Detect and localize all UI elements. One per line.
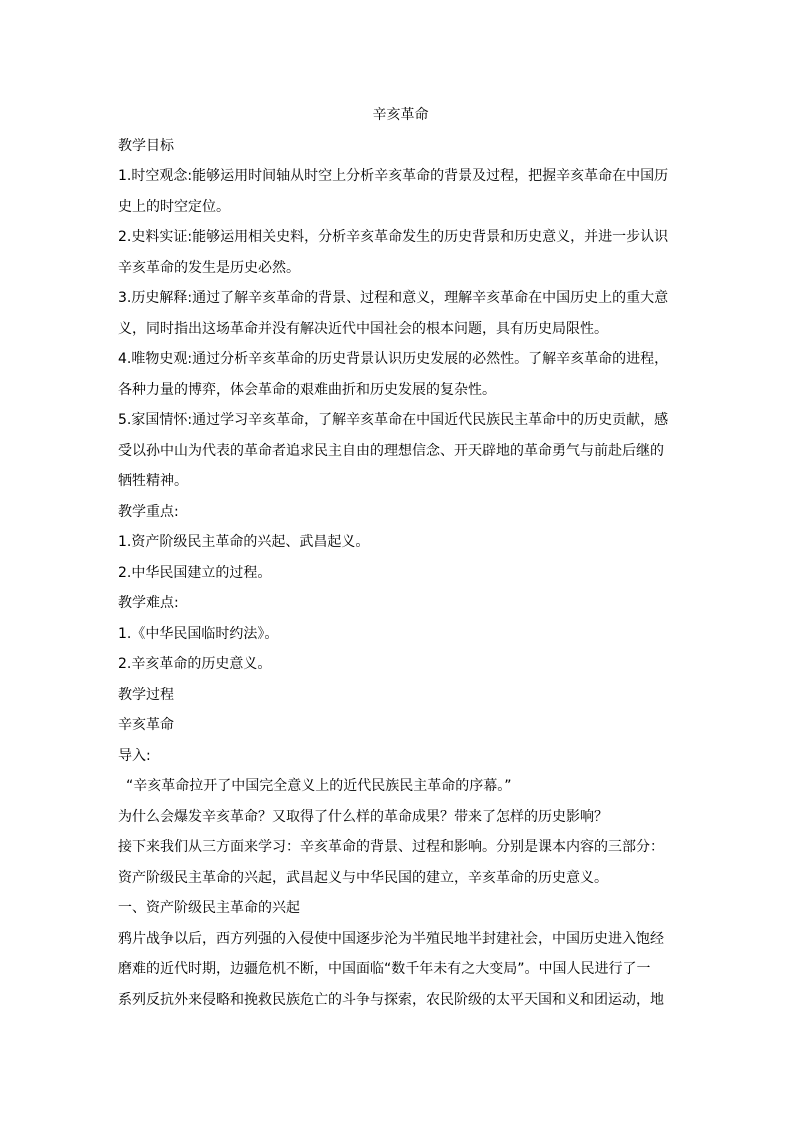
paragraph-line: 1.时空观念:能够运用时间轴从时空上分析辛亥革命的背景及过程，把握辛亥革命在中国历 — [118, 168, 669, 184]
paragraph-line: 1.资产阶级民主革命的兴起、武昌起义。 — [118, 534, 370, 550]
subheading-introduction: 导入: — [118, 747, 151, 764]
paragraph-line: 2.中华民国建立的过程。 — [118, 564, 272, 581]
paragraph-line: 5.家国情怀:通过学习辛亥革命，了解辛亥革命在中国近代民族民主革命中的历史贡献，感 — [118, 412, 669, 428]
document-title: 辛亥革命 — [372, 107, 429, 123]
section-heading-objectives: 教学目标 — [118, 137, 174, 154]
paragraph-line: 2.辛亥革命的历史意义。 — [118, 656, 272, 672]
section-heading-part-one: 一、资产阶级民主革命的兴起 — [118, 900, 300, 916]
paragraph-line: 接下来我们从三方面来学习：辛亥革命的背景、过程和影响。分别是课本内容的三部分： — [118, 839, 664, 855]
quote-line: “辛亥革命拉开了中国完全意义上的近代民族民主革命的序幕。” — [126, 778, 512, 794]
paragraph-line: 2.史料实证:能够运用相关史料，分析辛亥革命发生的历史背景和历史意义，并进一步认识 — [118, 229, 669, 245]
paragraph-line: 辛亥革命的发生是历史必然。 — [118, 259, 300, 276]
paragraph-line: 史上的时空定位。 — [118, 198, 230, 215]
paragraph-line: 磨难的近代时期，边疆危机不断，中国面临“数千年未有之大变局”。中国人民进行了一 — [118, 961, 651, 977]
paragraph-line: 3.历史解释:通过了解辛亥革命的背景、过程和意义，理解辛亥革命在中国历史上的重大意 — [118, 290, 669, 306]
document-body — [118, 100, 683, 1015]
paragraph-line: 牺牲精神。 — [118, 473, 188, 489]
paragraph-line: 资产阶级民主革命的兴起，武昌起义与中华民国的建立，辛亥革命的历史意义。 — [118, 869, 608, 886]
paragraph-line: 系列反抗外来侵略和挽救民族危亡的斗争与探索，农民阶级的太平天国和义和团运动，地 — [118, 991, 664, 1008]
paragraph-line: 4.唯物史观:通过分析辛亥革命的历史背景认识历史发展的必然性。了解辛亥革命的进程， — [118, 351, 669, 367]
section-heading-key-points: 教学重点: — [118, 503, 179, 520]
paragraph-line: 受以孙中山为代表的革命者追求民主自由的理想信念、开天辟地的革命勇气与前赴后继的 — [118, 442, 664, 459]
paragraph-line: 1.《中华民国临时约法》。 — [118, 625, 279, 642]
section-heading-difficulties: 教学难点: — [118, 595, 179, 611]
paragraph-line: 为什么会爆发辛亥革命？又取得了什么样的革命成果？带来了怎样的历史影响？ — [118, 808, 608, 825]
section-heading-process: 教学过程 — [118, 686, 174, 703]
paragraph-line: 义，同时指出这场革命并没有解决近代中国社会的根本问题，具有历史局限性。 — [118, 320, 608, 337]
paragraph-line: 鸦片战争以后，西方列强的入侵使中国逐步沦为半殖民地半封建社会，中国历史进入饱经 — [118, 930, 664, 947]
subheading-lesson: 辛亥革命 — [118, 717, 174, 733]
paragraph-line: 各种力量的博弈，体会革命的艰难曲折和历史发展的复杂性。 — [118, 381, 496, 398]
